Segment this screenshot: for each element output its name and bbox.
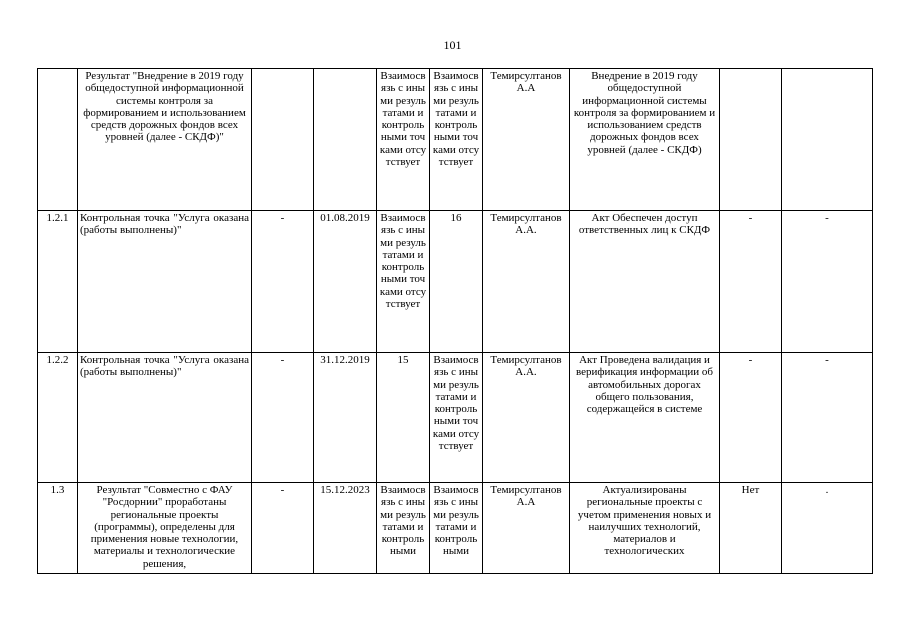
end-date: 31.12.2019 (314, 353, 377, 483)
table-row (38, 483, 873, 574)
level: Нет (720, 483, 782, 574)
predecessor: Взаимосвязь с иными результатами и контрольными точками отсутствует (377, 69, 430, 211)
table-row (38, 211, 873, 353)
successor: Взаимосвязь с иными результатами и контрольными (430, 483, 483, 574)
level (720, 69, 782, 211)
responsible: Темирсултанов А.А (483, 69, 570, 211)
responsible: Темирсултанов А.А. (483, 211, 570, 353)
end-date (314, 69, 377, 211)
page-number: 101 (443, 38, 462, 52)
result-description: Внедрение в 2019 году общедоступной информационной системы контроля за формированием и использованием средств дорожных фондов всех уровней (далее - СКДФ) (570, 69, 720, 211)
start-date: - (252, 353, 314, 483)
level: - (720, 211, 782, 353)
control-points-table (37, 68, 873, 574)
row-number: 1.3 (38, 483, 78, 574)
start-date (252, 69, 314, 211)
level: - (720, 353, 782, 483)
predecessor: Взаимосвязь с иными результатами и контрольными точками отсутствует (377, 211, 430, 353)
row-name: Результат "Внедрение в 2019 году общедоступной информационной системы контроля за формированием и использованием средств дорожных фондов всех уровней (далее - СКДФ)" (78, 69, 252, 211)
result-description: Акт Обеспечен доступ ответственных лиц к СКДФ (570, 211, 720, 353)
row-name: Контрольная точка "Услуга оказана (работы выполнены)" (78, 353, 252, 483)
row-name: Результат "Совместно с ФАУ "Росдорнии" проработаны региональные проекты (программы), определены для применения новые технологии, материалы и технологические решения, (78, 483, 252, 574)
row-number (38, 69, 78, 211)
start-date: - (252, 211, 314, 353)
predecessor: Взаимосвязь с иными результатами и контрольными (377, 483, 430, 574)
table-row (38, 353, 873, 483)
result-description: Актуализированы региональные проекты с учетом применения новых и наилучших технологий, материалов и технологических (570, 483, 720, 574)
row-name: Контрольная точка "Услуга оказана (работы выполнены)" (78, 211, 252, 353)
row-number: 1.2.2 (38, 353, 78, 483)
note: . (782, 483, 873, 574)
successor: Взаимосвязь с иными результатами и контрольными точками отсутствует (430, 353, 483, 483)
table-row (38, 69, 873, 211)
responsible: Темирсултанов А.А (483, 483, 570, 574)
note: - (782, 211, 873, 353)
successor: 16 (430, 211, 483, 353)
result-description: Акт Проведена валидация и верификация информации об автомобильных дорогах общего пользования, содержащейся в системе (570, 353, 720, 483)
predecessor: 15 (377, 353, 430, 483)
end-date: 01.08.2019 (314, 211, 377, 353)
note: - (782, 353, 873, 483)
start-date: - (252, 483, 314, 574)
note (782, 69, 873, 211)
row-number: 1.2.1 (38, 211, 78, 353)
end-date: 15.12.2023 (314, 483, 377, 574)
successor: Взаимосвязь с иными результатами и контрольными точками отсутствует (430, 69, 483, 211)
responsible: Темирсултанов А.А. (483, 353, 570, 483)
